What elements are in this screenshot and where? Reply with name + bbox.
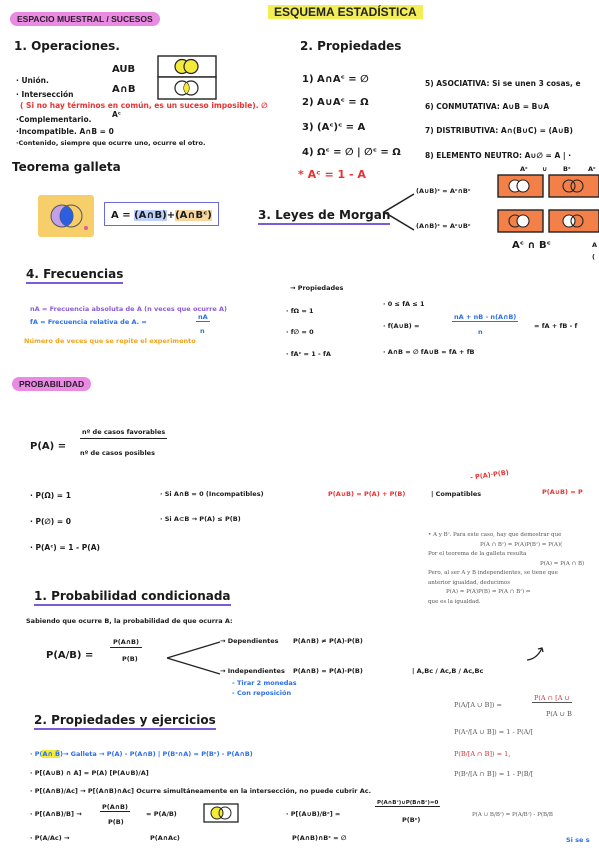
freq-prop-2: · f∅ = 0: [286, 328, 314, 336]
frecuencia-relativa-num: nA: [198, 313, 208, 321]
galleta-heading: Teorema galleta: [12, 160, 121, 174]
ej1-highlight: A∩ B̄: [42, 750, 60, 758]
freq-prop-3: · fAᶜ = 1 - fA: [286, 350, 331, 358]
proof-line-1: • A y Bᶜ. Para este caso, hay que demostrar que: [428, 532, 562, 538]
suceso-imposible-note: ( Si no hay términos en común, es un suceso imposible). ∅: [20, 101, 268, 110]
freq-prop-5: · A∩B = ∅ fA∪B = fA + fB: [383, 348, 475, 356]
prob-compatibles-above: - P(A)·P(B): [469, 468, 510, 482]
condicionada-sub-1: - Tirar 2 monedas: [232, 679, 297, 687]
morgan-row-label-1: Aᶜ: [520, 165, 528, 173]
condicionada-independientes-formula: P(A∩B) = P(A)·P(B): [293, 667, 363, 675]
galleta-term2: (A∩Bᶜ): [175, 210, 212, 221]
prop-star-complement: * Aᶜ = 1 - A: [298, 168, 366, 181]
freq-union-num: nA + nB - n(A∩B): [454, 313, 517, 321]
morgan-brace: [382, 190, 416, 234]
condicionada-intro: Sabiendo que ocurre B, la probabilidad de que ocurra A:: [26, 617, 233, 625]
ejercicio-line-4-mid-num: P(A∩Bᶜ)∪P(B∩Bᶜ)=0: [377, 800, 439, 806]
prob-si-incompatibles: · Si A∩B = 0 (Incompatibles): [160, 490, 264, 498]
freq-union-den: n: [478, 328, 483, 336]
ejercicio-line-1: [30, 750, 253, 758]
ejercicio-line-5-right: P(A∩B)∩Bᶜ = ∅: [292, 834, 347, 842]
frecuencias-heading: 4. Frecuencias: [26, 267, 123, 284]
proof-line-6: anterior igualdad, deducimos: [428, 579, 511, 586]
ejercicio-line-4-num: P(A∩B): [102, 803, 128, 811]
prob-num: nº de casos favorables: [80, 428, 167, 439]
typeset-r1-lhs: P(A/[A ∪ B]) =: [454, 701, 502, 709]
morgan-row-label-3: Bᶜ: [563, 165, 571, 173]
proof-line-5: Pero, al ser A y B independientes, se tiene que: [428, 570, 558, 576]
interseccion-label: · Intersección: [16, 90, 74, 99]
condicionada-dependientes-formula: P(A∩B) ≠ P(A)·P(B): [293, 637, 363, 645]
ejercicios-heading: 2. Propiedades y ejercicios: [34, 713, 216, 730]
morgan-venn-diagrams: [497, 174, 599, 234]
contenido-label: ·Contenido, siempre que ocurre uno, ocurre el otro.: [16, 139, 206, 147]
morgan-bottom-right: A: [592, 241, 598, 249]
ejercicio-line-4: · P[(A∩B)/B] →: [30, 810, 82, 818]
proof-line-7: P(A) = P(A)P(B) = P(A ∩ Bᶜ) ⇔: [446, 589, 531, 595]
condicionada-independientes-tail: | A,Bc / Ac,B / Ac,Bc: [412, 667, 484, 675]
proof-line-4: P(A) = P(A ∩ B): [540, 560, 585, 567]
interseccion-symbol: A∩B: [112, 84, 136, 95]
prop-item-3: 3) (Aᶜ)ᶜ = A: [302, 122, 366, 133]
morgan-row-label-2: ∪: [542, 165, 548, 173]
ejercicio-line-5: · P(A/Ac) →: [30, 834, 70, 842]
tag-espacio-muestral: ESPACIO MUESTRAL / SUCESOS: [10, 12, 160, 26]
prob-incompatibles-formula: P(A∪B) = P(A) + P(B): [328, 490, 406, 498]
prop-item-4: 4) Ωᶜ = ∅ | ∅ᶜ = Ω: [302, 147, 401, 158]
prop-asociativa: 5) ASOCIATIVA: Si se unen 3 cosas, e: [425, 79, 581, 88]
galleta-plus: +: [166, 210, 176, 221]
freq-prop-4: · 0 ≤ fA ≤ 1: [383, 300, 425, 308]
morgan-law-1: (A∪B)ᶜ = Aᶜ∩Bᶜ: [416, 187, 471, 195]
galleta-lhs: A =: [111, 210, 135, 221]
propiedades-heading: 2. Propiedades: [300, 39, 402, 53]
prop-distributiva: 7) DISTRIBUTIVA: A∩(B∪C) = (A∪B): [425, 126, 573, 135]
prob-compatibles-formula: P(A∪B) = P: [542, 488, 583, 496]
condicionada-den: P(B): [122, 655, 138, 663]
frecuencia-relativa-den: n: [200, 327, 205, 335]
typeset-r4: P(Bᶜ/[A ∩ B]) = 1 - P(B/[: [454, 770, 534, 778]
typeset-r5: P(A ∪ B/Bᶜ) = P(A/Bᶜ) - P(B/B: [472, 812, 553, 818]
complementario-label: ·Complementario.: [16, 115, 92, 124]
ejercicio-venn-icon: [203, 803, 239, 823]
morgan-bottom-labels: Aᶜ ∩ Bᶜ: [512, 240, 551, 251]
page-title: ESQUEMA ESTADÍSTICA: [268, 5, 423, 19]
incompatible-label: ·Incompatible. A∩B = 0: [16, 127, 114, 136]
galleta-venn-icon: [38, 195, 94, 237]
proof-line-3: Por el teorema de la galleta resulta: [428, 551, 527, 557]
condicionada-sub-2: - Con reposición: [232, 689, 292, 697]
morgan-law-2: (A∩B)ᶜ = Aᶜ∪Bᶜ: [416, 222, 471, 230]
proof-line-8: que es la igualdad.: [428, 598, 481, 605]
independence-proof: [428, 531, 584, 607]
freq-union-rhs: = fA + fB - f: [534, 322, 578, 330]
prob-rule-3: · P(Aᶜ) = 1 - P(A): [30, 543, 100, 552]
morgan-heading: 3. Leyes de Morgan: [258, 208, 390, 225]
ejercicio-line-5-mid: P(A∩Ac): [150, 834, 180, 842]
typeset-r1-den: P(A ∪ B: [546, 710, 572, 718]
proof-line-2: P(A ∩ Bᶜ) = P(A)P(Bᶜ) = P(A)(: [480, 541, 563, 548]
prop-elemento-neutro: 8) ELEMENTO NEUTRO: A∪∅ = A | ·: [425, 151, 572, 160]
union-label: · Unión.: [16, 76, 49, 85]
galleta-term1: (A∩B): [134, 210, 167, 221]
typeset-r2: P(Aᶜ/[A ∪ B]) = 1 - P(A/[: [454, 728, 534, 736]
typeset-r1-num: P(A ∩ [A ∪: [534, 694, 570, 702]
tag-probabilidad: PROBABILIDAD: [12, 377, 91, 391]
prob-rule-2: · P(∅) = 0: [30, 517, 71, 526]
numero-veces-experimento: Número de veces que se repite el experimento: [24, 337, 196, 345]
prob-rule-1: · P(Ω) = 1: [30, 491, 71, 500]
complementario-symbol: Aᶜ: [112, 110, 121, 119]
prop-conmutativa: 6) CONMUTATIVA: A∪B = B∪A: [425, 102, 550, 111]
freq-union-lhs: · f(A∪B) =: [383, 322, 420, 330]
typeset-r3: P(B/[A ∩ B]) = 1,: [454, 750, 511, 758]
frecuencia-props-title: → Propiedades: [290, 284, 344, 292]
ej1-prefix: · P(: [30, 750, 43, 758]
prop-item-1: 1) A∩Aᶜ = ∅: [302, 74, 369, 85]
curved-arrow-icon: [525, 645, 547, 663]
condicionada-independientes: → Independientes: [220, 667, 285, 675]
ejercicio-line-4-rhs: = P(A/B): [146, 810, 177, 818]
ejercicio-line-4-den: P(B): [108, 818, 124, 826]
galleta-formula-box: [104, 202, 219, 226]
bottom-right-note: Si se s: [566, 836, 590, 844]
ejercicio-line-4-mid-den: P(Bᶜ): [402, 816, 421, 824]
condicionada-heading: 1. Probabilidad condicionada: [34, 589, 231, 606]
ejercicio-line-4-mid: · P[(A∪B)/Bᶜ] =: [286, 810, 341, 818]
union-symbol: AUB: [112, 64, 136, 75]
ej1-rest: )→ Galleta → P(A) - P(A∩B) | P(Bᶜ∩A) = P(Bᶜ) - P(A∩B): [60, 750, 253, 758]
morgan-row-label-4: Aᶜ: [588, 165, 596, 173]
condicionada-num: P(A∩B): [110, 638, 142, 648]
prob-compatibles-sep: | Compatibles: [431, 490, 482, 498]
prop-item-2: 2) A∪Aᶜ = Ω: [302, 97, 369, 108]
union-intersection-venn: [157, 55, 217, 101]
condicionada-dependientes: → Dependientes: [220, 637, 279, 645]
ejercicio-line-3: · P[(A∩B)/Ac] → P[(A∩B)∩Ac] Ocurre simultáneamente en la intersección, no puede cubrir Ac.: [30, 787, 372, 795]
freq-prop-1: · fΩ = 1: [286, 307, 314, 315]
frecuencia-relativa: fA = Frecuencia relativa de A. =: [30, 318, 147, 326]
ejercicio-line-2: · P[(A∪B) ∩ A] = P(A) [P(A∪B)/A]: [30, 769, 149, 777]
operaciones-heading: 1. Operaciones.: [14, 39, 120, 53]
prob-den: nº de casos posibles: [80, 449, 155, 457]
frecuencia-absoluta: nA = Frecuencia absoluta de A (n veces que ocurre A): [30, 305, 227, 313]
morgan-bottom-right-2: (: [592, 253, 595, 261]
prob-lhs: P(A) =: [30, 441, 67, 452]
condicionada-lhs: P(A/B) =: [46, 650, 94, 661]
prob-si-contenido: · Si A⊂B → P(A) ≤ P(B): [160, 515, 241, 523]
condicionada-branch-arrows: [165, 638, 227, 678]
